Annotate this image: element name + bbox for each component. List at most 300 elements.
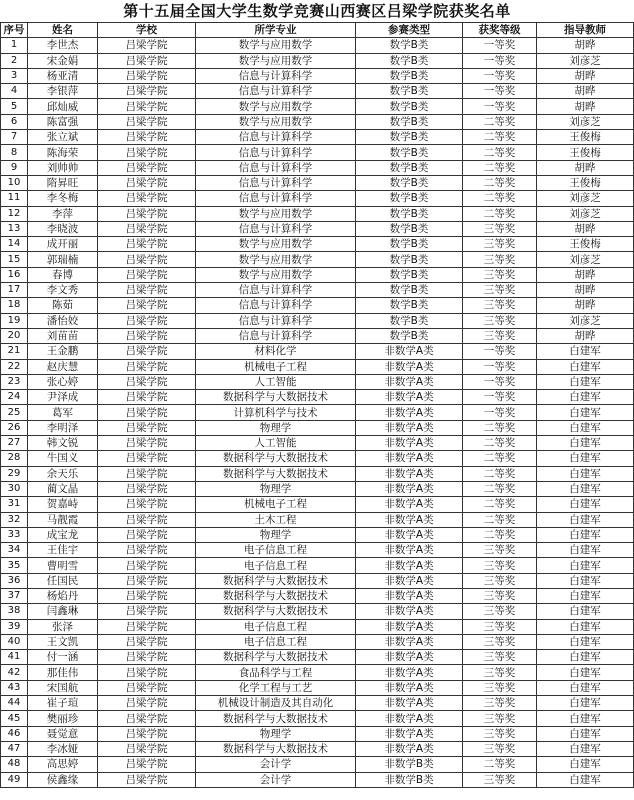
- table-row: [1, 298, 634, 313]
- cell-seq: 32: [1, 512, 28, 527]
- cell-name: 刘苗苗: [28, 328, 98, 343]
- table-row: [1, 619, 634, 634]
- table-row: [1, 328, 634, 343]
- cell-major: 会计学: [196, 772, 356, 787]
- cell-school: 吕梁学院: [98, 481, 196, 496]
- cell-seq: 21: [1, 344, 28, 359]
- award-table: [0, 22, 634, 788]
- cell-award: 二等奖: [463, 175, 537, 190]
- cell-award: 二等奖: [463, 466, 537, 481]
- cell-school: 吕梁学院: [98, 267, 196, 282]
- cell-seq: 35: [1, 558, 28, 573]
- cell-major: 数学与应用数学: [196, 114, 356, 129]
- table-row: [1, 53, 634, 68]
- cell-advisor: 胡晔: [537, 99, 634, 114]
- cell-category: 数学B类: [356, 221, 463, 236]
- cell-major: 数学与应用数学: [196, 267, 356, 282]
- cell-school: 吕梁学院: [98, 99, 196, 114]
- cell-seq: 38: [1, 604, 28, 619]
- cell-award: 三等奖: [463, 634, 537, 649]
- cell-category: 非数学A类: [356, 420, 463, 435]
- cell-school: 吕梁学院: [98, 512, 196, 527]
- cell-seq: 10: [1, 175, 28, 190]
- cell-name: 陈茹: [28, 298, 98, 313]
- cell-school: 吕梁学院: [98, 696, 196, 711]
- cell-major: 物理学: [196, 527, 356, 542]
- cell-major: 信息与计算科学: [196, 175, 356, 190]
- cell-major: 信息与计算科学: [196, 160, 356, 175]
- cell-advisor: 王俊梅: [537, 175, 634, 190]
- table-row: [1, 344, 634, 359]
- cell-advisor: 白建军: [537, 573, 634, 588]
- cell-award: 二等奖: [463, 420, 537, 435]
- cell-category: 数学B类: [356, 38, 463, 53]
- cell-name: 高思婷: [28, 757, 98, 772]
- cell-school: 吕梁学院: [98, 313, 196, 328]
- cell-category: 数学B类: [356, 145, 463, 160]
- cell-major: 人工智能: [196, 374, 356, 389]
- cell-award: 二等奖: [463, 206, 537, 221]
- cell-award: 三等奖: [463, 237, 537, 252]
- cell-major: 信息与计算科学: [196, 283, 356, 298]
- table-body: [1, 38, 634, 788]
- cell-major: 物理学: [196, 481, 356, 496]
- cell-school: 吕梁学院: [98, 451, 196, 466]
- cell-category: 数学B类: [356, 53, 463, 68]
- cell-category: 数学B类: [356, 328, 463, 343]
- cell-seq: 4: [1, 84, 28, 99]
- cell-advisor: 白建军: [537, 757, 634, 772]
- header-advisor: 指导教师: [537, 23, 634, 38]
- cell-award: 三等奖: [463, 328, 537, 343]
- cell-seq: 49: [1, 772, 28, 787]
- cell-major: 电子信息工程: [196, 619, 356, 634]
- cell-seq: 15: [1, 252, 28, 267]
- cell-category: 非数学A类: [356, 696, 463, 711]
- cell-major: 数据科学与大数据技术: [196, 711, 356, 726]
- cell-school: 吕梁学院: [98, 650, 196, 665]
- cell-seq: 36: [1, 573, 28, 588]
- cell-major: 材料化学: [196, 344, 356, 359]
- cell-advisor: 王俊梅: [537, 145, 634, 160]
- cell-category: 非数学A类: [356, 390, 463, 405]
- cell-name: 郭瑞楠: [28, 252, 98, 267]
- cell-major: 物理学: [196, 420, 356, 435]
- cell-school: 吕梁学院: [98, 298, 196, 313]
- cell-name: 侯鑫缘: [28, 772, 98, 787]
- cell-category: 非数学A类: [356, 711, 463, 726]
- cell-name: 王金鹏: [28, 344, 98, 359]
- cell-name: 任国民: [28, 573, 98, 588]
- cell-school: 吕梁学院: [98, 175, 196, 190]
- cell-advisor: 白建军: [537, 680, 634, 695]
- cell-school: 吕梁学院: [98, 772, 196, 787]
- cell-award: 一等奖: [463, 374, 537, 389]
- cell-major: 数据科学与大数据技术: [196, 604, 356, 619]
- cell-award: 一等奖: [463, 84, 537, 99]
- cell-category: 非数学A类: [356, 527, 463, 542]
- cell-seq: 45: [1, 711, 28, 726]
- cell-major: 人工智能: [196, 436, 356, 451]
- cell-major: 会计学: [196, 757, 356, 772]
- table-row: [1, 374, 634, 389]
- table-row: [1, 359, 634, 374]
- header-school: 学校: [98, 23, 196, 38]
- cell-name: 邱灿威: [28, 99, 98, 114]
- cell-name: 牛国义: [28, 451, 98, 466]
- cell-name: 成开丽: [28, 237, 98, 252]
- table-row: [1, 573, 634, 588]
- cell-school: 吕梁学院: [98, 390, 196, 405]
- cell-name: 隋昇旺: [28, 175, 98, 190]
- cell-seq: 14: [1, 237, 28, 252]
- table-row: [1, 84, 634, 99]
- cell-award: 二等奖: [463, 130, 537, 145]
- cell-advisor: 白建军: [537, 619, 634, 634]
- cell-major: 电子信息工程: [196, 634, 356, 649]
- cell-advisor: 白建军: [537, 588, 634, 603]
- cell-award: 三等奖: [463, 558, 537, 573]
- table-row: [1, 604, 634, 619]
- cell-award: 一等奖: [463, 405, 537, 420]
- table-row: [1, 543, 634, 558]
- cell-award: 一等奖: [463, 53, 537, 68]
- cell-name: 陈海荣: [28, 145, 98, 160]
- cell-advisor: 白建军: [537, 405, 634, 420]
- cell-category: 数学B类: [356, 313, 463, 328]
- cell-name: 崔子瑄: [28, 696, 98, 711]
- cell-name: 蔺文晶: [28, 481, 98, 496]
- cell-major: 土木工程: [196, 512, 356, 527]
- cell-seq: 6: [1, 114, 28, 129]
- cell-advisor: 白建军: [537, 344, 634, 359]
- cell-name: 曹明雪: [28, 558, 98, 573]
- cell-name: 刘帅帅: [28, 160, 98, 175]
- cell-category: 非数学A类: [356, 650, 463, 665]
- cell-school: 吕梁学院: [98, 38, 196, 53]
- cell-school: 吕梁学院: [98, 711, 196, 726]
- cell-category: 数学B类: [356, 160, 463, 175]
- table-row: [1, 175, 634, 190]
- cell-name: 聂觉意: [28, 726, 98, 741]
- cell-advisor: 胡晔: [537, 160, 634, 175]
- cell-category: 数学B类: [356, 298, 463, 313]
- cell-category: 数学B类: [356, 84, 463, 99]
- cell-award: 三等奖: [463, 680, 537, 695]
- cell-name: 贺嘉峙: [28, 497, 98, 512]
- cell-major: 数据科学与大数据技术: [196, 451, 356, 466]
- table-row: [1, 68, 634, 83]
- table-row: [1, 390, 634, 405]
- cell-award: 三等奖: [463, 650, 537, 665]
- header-category: 参赛类型: [356, 23, 463, 38]
- cell-award: 三等奖: [463, 267, 537, 282]
- cell-seq: 46: [1, 726, 28, 741]
- cell-seq: 27: [1, 436, 28, 451]
- cell-category: 数学B类: [356, 252, 463, 267]
- cell-award: 三等奖: [463, 221, 537, 236]
- cell-award: 三等奖: [463, 604, 537, 619]
- cell-school: 吕梁学院: [98, 191, 196, 206]
- cell-name: 余天乐: [28, 466, 98, 481]
- cell-name: 宋金娟: [28, 53, 98, 68]
- cell-seq: 43: [1, 680, 28, 695]
- cell-seq: 47: [1, 741, 28, 756]
- cell-advisor: 白建军: [537, 512, 634, 527]
- cell-name: 那佳伟: [28, 665, 98, 680]
- cell-major: 电子信息工程: [196, 558, 356, 573]
- cell-major: 信息与计算科学: [196, 84, 356, 99]
- cell-advisor: 刘彦芝: [537, 313, 634, 328]
- cell-school: 吕梁学院: [98, 237, 196, 252]
- table-row: [1, 726, 634, 741]
- cell-advisor: 王俊梅: [537, 130, 634, 145]
- cell-school: 吕梁学院: [98, 114, 196, 129]
- cell-advisor: 白建军: [537, 497, 634, 512]
- cell-award: 三等奖: [463, 573, 537, 588]
- table-row: [1, 313, 634, 328]
- cell-school: 吕梁学院: [98, 405, 196, 420]
- cell-award: 二等奖: [463, 512, 537, 527]
- cell-category: 数学B类: [356, 237, 463, 252]
- cell-name: 陈富强: [28, 114, 98, 129]
- cell-award: 二等奖: [463, 436, 537, 451]
- cell-award: 一等奖: [463, 68, 537, 83]
- cell-award: 二等奖: [463, 527, 537, 542]
- cell-advisor: 白建军: [537, 726, 634, 741]
- cell-major: 数据科学与大数据技术: [196, 466, 356, 481]
- cell-major: 数学与应用数学: [196, 99, 356, 114]
- cell-award: 三等奖: [463, 283, 537, 298]
- cell-category: 数学B类: [356, 99, 463, 114]
- cell-seq: 11: [1, 191, 28, 206]
- cell-name: 宋国航: [28, 680, 98, 695]
- cell-advisor: 白建军: [537, 451, 634, 466]
- cell-seq: 42: [1, 665, 28, 680]
- cell-category: 非数学A类: [356, 604, 463, 619]
- table-row: [1, 512, 634, 527]
- cell-award: 二等奖: [463, 191, 537, 206]
- header-award: 获奖等级: [463, 23, 537, 38]
- table-row: [1, 665, 634, 680]
- cell-seq: 12: [1, 206, 28, 221]
- cell-major: 化学工程与工艺: [196, 680, 356, 695]
- cell-award: 一等奖: [463, 38, 537, 53]
- table-row: [1, 680, 634, 695]
- header-seq: 序号: [1, 23, 28, 38]
- cell-major: 信息与计算科学: [196, 221, 356, 236]
- table-row: [1, 711, 634, 726]
- cell-advisor: 刘彦芝: [537, 252, 634, 267]
- cell-name: 李冬梅: [28, 191, 98, 206]
- cell-seq: 26: [1, 420, 28, 435]
- table-row: [1, 191, 634, 206]
- cell-category: 非数学A类: [356, 573, 463, 588]
- table-row: [1, 160, 634, 175]
- cell-category: 非数学A类: [356, 741, 463, 756]
- cell-award: 三等奖: [463, 543, 537, 558]
- cell-seq: 17: [1, 283, 28, 298]
- table-row: [1, 481, 634, 496]
- cell-name: 成宝龙: [28, 527, 98, 542]
- cell-major: 信息与计算科学: [196, 68, 356, 83]
- cell-name: 付一涵: [28, 650, 98, 665]
- cell-major: 数学与应用数学: [196, 252, 356, 267]
- cell-major: 数学与应用数学: [196, 53, 356, 68]
- cell-category: 非数学A类: [356, 436, 463, 451]
- cell-seq: 3: [1, 68, 28, 83]
- cell-category: 非数学A类: [356, 558, 463, 573]
- cell-school: 吕梁学院: [98, 420, 196, 435]
- cell-name: 韩文锐: [28, 436, 98, 451]
- cell-school: 吕梁学院: [98, 53, 196, 68]
- cell-major: 计算机科学与技术: [196, 405, 356, 420]
- cell-advisor: 刘彦芝: [537, 53, 634, 68]
- cell-name: 尹泽成: [28, 390, 98, 405]
- table-row: [1, 38, 634, 53]
- table-row: [1, 451, 634, 466]
- cell-seq: 44: [1, 696, 28, 711]
- cell-category: 非数学A类: [356, 726, 463, 741]
- cell-seq: 23: [1, 374, 28, 389]
- cell-seq: 7: [1, 130, 28, 145]
- cell-category: 非数学A类: [356, 680, 463, 695]
- cell-award: 二等奖: [463, 497, 537, 512]
- cell-award: 一等奖: [463, 359, 537, 374]
- cell-award: 三等奖: [463, 298, 537, 313]
- table-row: [1, 436, 634, 451]
- cell-name: 杨亚清: [28, 68, 98, 83]
- cell-advisor: 白建军: [537, 359, 634, 374]
- table-row: [1, 696, 634, 711]
- table-row: [1, 757, 634, 772]
- cell-major: 信息与计算科学: [196, 130, 356, 145]
- cell-seq: 39: [1, 619, 28, 634]
- table-row: [1, 206, 634, 221]
- cell-school: 吕梁学院: [98, 328, 196, 343]
- table-row: [1, 221, 634, 236]
- cell-school: 吕梁学院: [98, 252, 196, 267]
- cell-school: 吕梁学院: [98, 221, 196, 236]
- cell-name: 潘怡姣: [28, 313, 98, 328]
- cell-award: 二等奖: [463, 145, 537, 160]
- cell-advisor: 胡晔: [537, 221, 634, 236]
- cell-category: 非数学A类: [356, 512, 463, 527]
- table-row: [1, 772, 634, 787]
- cell-name: 李银萍: [28, 84, 98, 99]
- cell-major: 信息与计算科学: [196, 298, 356, 313]
- document-title: 第十五届全国大学生数学竞赛山西赛区吕梁学院获奖名单: [123, 2, 511, 20]
- table-row: [1, 466, 634, 481]
- cell-major: 信息与计算科学: [196, 191, 356, 206]
- cell-award: 二等奖: [463, 114, 537, 129]
- cell-advisor: 白建军: [537, 436, 634, 451]
- header-name: 姓名: [28, 23, 98, 38]
- cell-school: 吕梁学院: [98, 344, 196, 359]
- cell-seq: 48: [1, 757, 28, 772]
- header-major: 所学专业: [196, 23, 356, 38]
- cell-school: 吕梁学院: [98, 497, 196, 512]
- cell-award: 三等奖: [463, 741, 537, 756]
- cell-seq: 34: [1, 543, 28, 558]
- cell-major: 数学与应用数学: [196, 206, 356, 221]
- cell-award: 三等奖: [463, 313, 537, 328]
- cell-award: 一等奖: [463, 390, 537, 405]
- cell-advisor: 白建军: [537, 772, 634, 787]
- cell-seq: 2: [1, 53, 28, 68]
- table-row: [1, 405, 634, 420]
- cell-seq: 31: [1, 497, 28, 512]
- cell-school: 吕梁学院: [98, 573, 196, 588]
- cell-category: 数学B类: [356, 68, 463, 83]
- table-row: [1, 741, 634, 756]
- cell-advisor: 白建军: [537, 527, 634, 542]
- cell-name: 张泽: [28, 619, 98, 634]
- cell-major: 数据科学与大数据技术: [196, 573, 356, 588]
- cell-major: 物理学: [196, 726, 356, 741]
- cell-category: 非数学B类: [356, 772, 463, 787]
- cell-advisor: 胡晔: [537, 84, 634, 99]
- cell-award: 三等奖: [463, 726, 537, 741]
- cell-seq: 9: [1, 160, 28, 175]
- cell-school: 吕梁学院: [98, 634, 196, 649]
- cell-name: 李明泽: [28, 420, 98, 435]
- cell-school: 吕梁学院: [98, 604, 196, 619]
- cell-name: 李世杰: [28, 38, 98, 53]
- cell-seq: 30: [1, 481, 28, 496]
- cell-school: 吕梁学院: [98, 680, 196, 695]
- cell-school: 吕梁学院: [98, 466, 196, 481]
- cell-advisor: 白建军: [537, 741, 634, 756]
- cell-major: 信息与计算科学: [196, 328, 356, 343]
- cell-school: 吕梁学院: [98, 84, 196, 99]
- cell-name: 李文秀: [28, 283, 98, 298]
- cell-advisor: 胡晔: [537, 267, 634, 282]
- cell-school: 吕梁学院: [98, 726, 196, 741]
- cell-category: 非数学A类: [356, 619, 463, 634]
- cell-major: 电子信息工程: [196, 543, 356, 558]
- cell-category: 数学B类: [356, 283, 463, 298]
- cell-seq: 37: [1, 588, 28, 603]
- cell-seq: 13: [1, 221, 28, 236]
- cell-name: 春博: [28, 267, 98, 282]
- table-row: [1, 588, 634, 603]
- cell-advisor: 王俊梅: [537, 237, 634, 252]
- cell-category: 非数学A类: [356, 344, 463, 359]
- cell-advisor: 白建军: [537, 711, 634, 726]
- cell-category: 非数学A类: [356, 543, 463, 558]
- table-row: [1, 114, 634, 129]
- cell-category: 非数学A类: [356, 451, 463, 466]
- cell-major: 数据科学与大数据技术: [196, 588, 356, 603]
- cell-seq: 18: [1, 298, 28, 313]
- cell-seq: 19: [1, 313, 28, 328]
- cell-school: 吕梁学院: [98, 543, 196, 558]
- cell-major: 机械电子工程: [196, 497, 356, 512]
- cell-seq: 25: [1, 405, 28, 420]
- cell-award: 三等奖: [463, 772, 537, 787]
- table-row: [1, 267, 634, 282]
- cell-school: 吕梁学院: [98, 206, 196, 221]
- cell-category: 非数学A类: [356, 665, 463, 680]
- cell-category: 非数学A类: [356, 634, 463, 649]
- table-row: [1, 252, 634, 267]
- cell-major: 食品科学与工程: [196, 665, 356, 680]
- cell-award: 三等奖: [463, 696, 537, 711]
- cell-award: 三等奖: [463, 711, 537, 726]
- cell-award: 一等奖: [463, 99, 537, 114]
- cell-advisor: 刘彦芝: [537, 191, 634, 206]
